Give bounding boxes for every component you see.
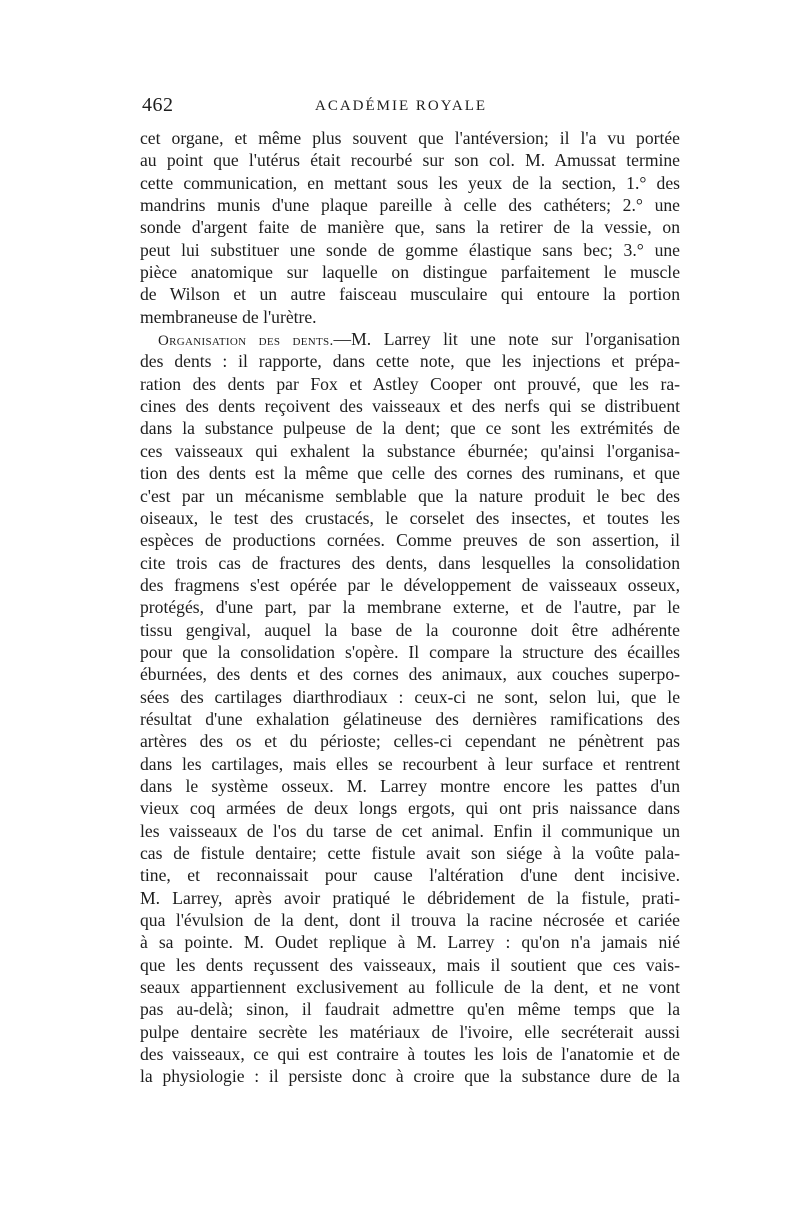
text-line: dans le système osseux. M. Larrey montre encore les pattes d'un [140,775,680,796]
text-line: membraneuse de l'urètre. [140,306,317,327]
section-first-line [140,328,680,350]
text-line: tine, et reconnaissait pour cause l'altération d'une dent incisive. [140,865,680,886]
text-line: cet organe, et même plus souvent que l'antéversion; il l'a vu portée [140,128,680,148]
text-line: des fragmens s'est opérée par le développement de vaisseaux osseux, [140,574,680,595]
text-line: sonde d'argent faite de manière que, sans la retirer de la vessie, on [140,217,680,238]
text-line: dans la substance pulpeuse de la dent; que ce sont les extrémités de [140,418,680,439]
text-line: pulpe dentaire secrète les matériaux de l'ivoire, elle secréterait aussi [140,1021,680,1042]
running-title: ACADÉMIE ROYALE [315,98,488,114]
text-line: des dents : il rapporte, dans cette note, que les injections et prépa- [140,351,680,372]
body-text [140,127,680,1088]
text-line: artères des os et du périoste; celles-ci cependant ne pénètrent pas [140,731,680,752]
text-line: ces vaisseaux qui exhalent la substance éburnée; qu'ainsi l'organisa- [140,440,680,461]
text-line: des vaisseaux, ce qui est contraire à toutes les lois de l'anatomie et de [140,1044,680,1065]
text-line: la physiologie : il persiste donc à croire que la substance dure de la [140,1066,680,1087]
text-line: les vaisseaux de l'os du tarse de cet animal. Enfin il communique un [140,820,680,841]
text-line: au point que l'utérus était recourbé sur son col. M. Amussat termine [140,150,680,171]
text-line: pièce anatomique sur laquelle on distingue parfaitement le muscle [140,262,680,283]
text-line: cette communication, en mettant sous les yeux de la section, 1.° des [140,172,680,193]
section-heading: Organisation des dents. [158,333,334,350]
text-line: sées des cartilages diarthrodiaux : ceux-ci ne sont, selon lui, que le [140,686,680,707]
page-number: 462 [142,94,174,116]
text-line: éburnées, des dents et des cornes des animaux, aux couches superpo- [140,664,680,685]
text-line: cite trois cas de fractures des dents, dans lesquelles la consolidation [140,552,680,573]
text-line: cines des dents reçoivent des vaisseaux et des nerfs qui se distribuent [140,396,680,417]
text-line: vieux coq armées de deux longs ergots, qui ont pris naissance dans [140,798,680,819]
text-line: tion des dents est la même que celle des cornes des ruminans, et que [140,463,680,484]
text-line: dans les cartilages, mais elles se recourbent à leur surface et rentrent [140,753,680,774]
running-head [140,94,680,122]
text-line: c'est par un mécanisme semblable que la nature produit le bec des [140,485,680,506]
text-line: cas de fistule dentaire; cette fistule avait son siége à la voûte pala- [140,843,680,863]
text-line: tissu gengival, auquel la base de la couronne doit être adhérente [140,619,680,640]
text-line: qua l'évulsion de la dent, dont il trouva la racine nécrosée et cariée [140,910,680,931]
section-first-line-text: —M. Larrey lit une note sur l'organisation [333,329,680,350]
text-line: mandrins munis d'une plaque pareille à celle des cathéters; 2.° une [140,195,680,216]
text-line: ration des dents par Fox et Astley Cooper ont prouvé, que les ra- [140,373,680,394]
text-line: pas au-delà; sinon, il faudrait admettre qu'en même temps que la [140,999,680,1020]
text-line: résultat d'une exhalation gélatineuse des dernières ramifications des [140,708,680,729]
text-line: M. Larrey, après avoir pratiqué le débridement de la fistule, prati- [140,887,680,908]
text-line: pour que la consolidation s'opère. Il compare la structure des écailles [140,641,680,662]
text-line: espèces de productions cornées. Comme preuves de son assertion, il [140,530,680,551]
text-line: que les dents reçussent des vaisseaux, mais il soutient que ces vais- [140,954,680,975]
text-line: peut lui substituer une sonde de gomme élastique sans bec; 3.° une [140,239,680,260]
text-line: oiseaux, le test des crustacés, le corselet des insectes, et toutes les [140,507,680,528]
text-line: seaux appartiennent exclusivement au follicule de la dent, et ne vont [140,977,680,998]
text-line: à sa pointe. M. Oudet replique à M. Larrey : qu'on n'a jamais nié [140,932,680,953]
text-line: protégés, d'une part, par la membrane externe, et de l'autre, par le [140,597,680,618]
text-line: de Wilson et un autre faisceau musculaire qui entoure la portion [140,284,680,305]
